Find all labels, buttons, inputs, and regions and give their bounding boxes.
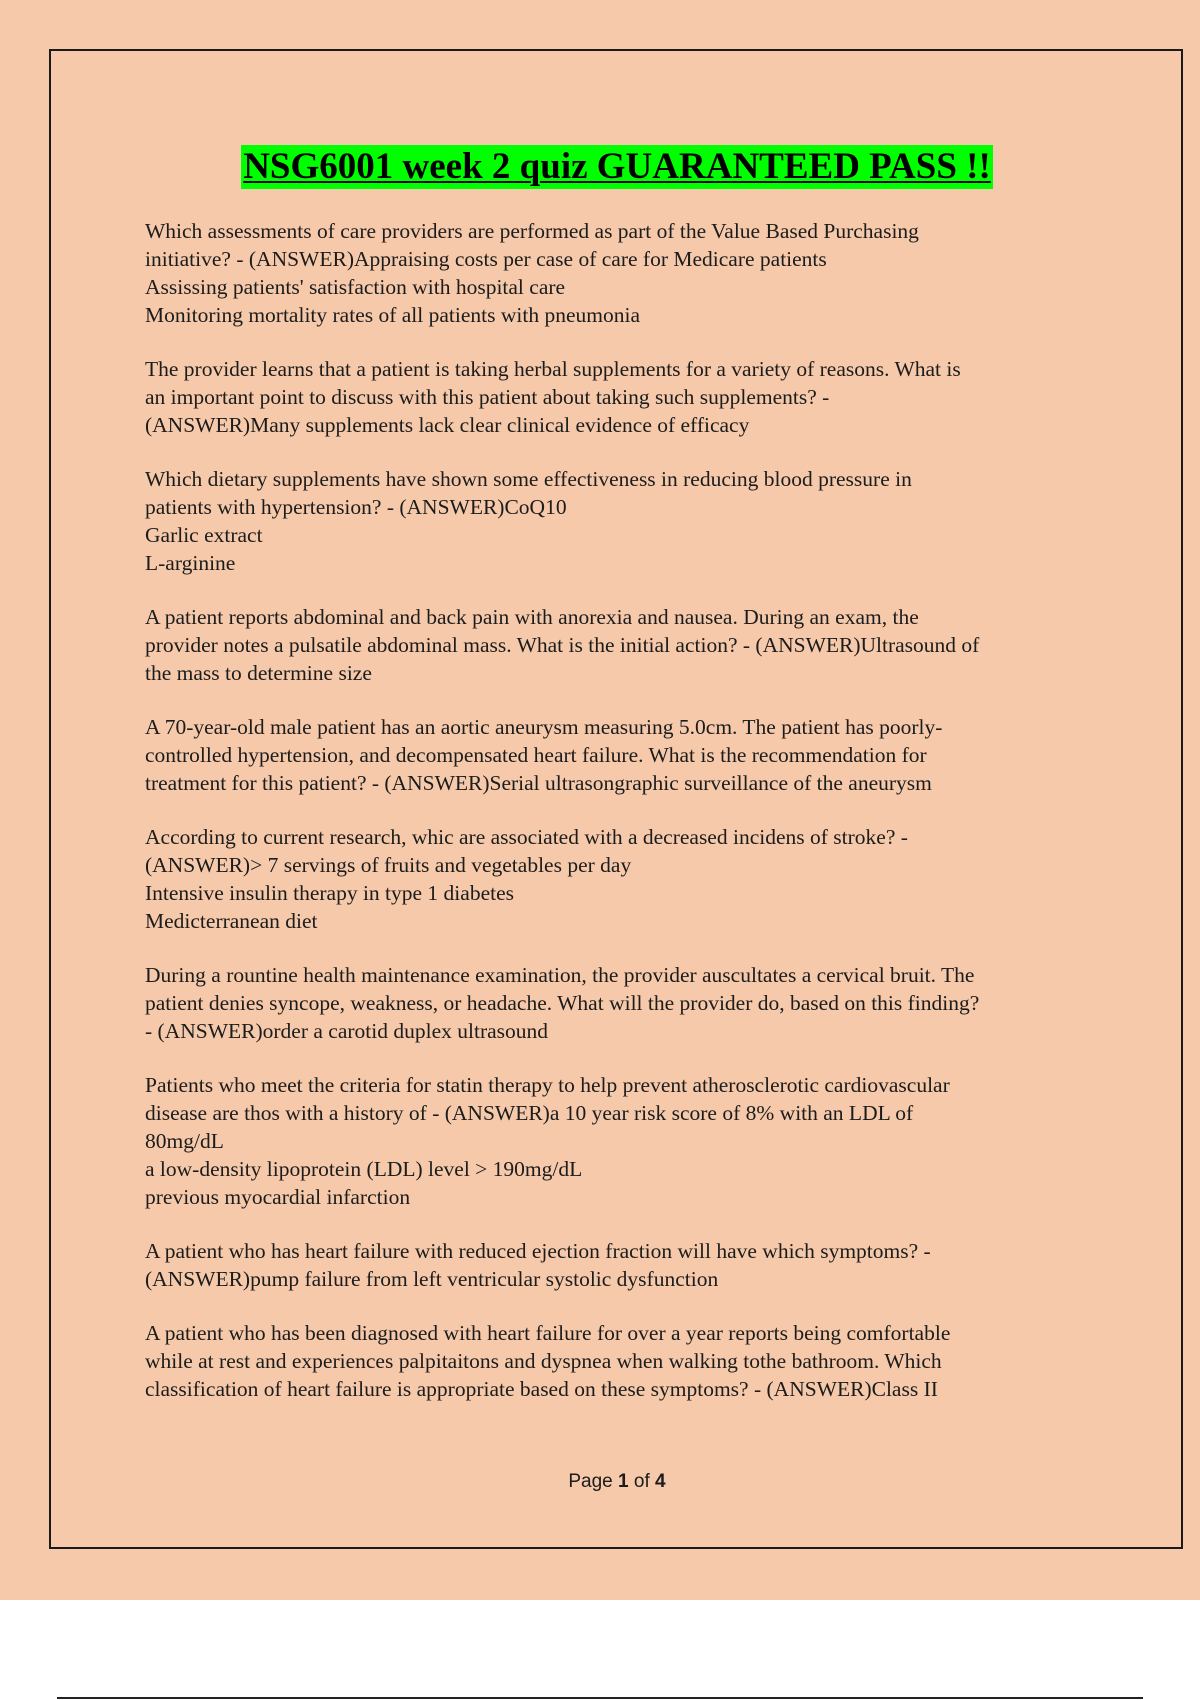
question-line: controlled hypertension, and decompensated heart failure. What is the recommendation for — [145, 743, 927, 767]
question-line: Which dietary supplements have shown some effectiveness in reducing blood pressure in — [145, 467, 912, 491]
page-footer — [0, 1471, 1200, 1493]
question-line: According to current research, whic are associated with a decreased incidens of stroke? - — [145, 825, 908, 849]
next-page-top-rule — [57, 1697, 1143, 1699]
question-line: while at rest and experiences palpitaitons and dyspnea when walking tothe bathroom. Which — [145, 1349, 942, 1373]
question-block — [145, 713, 1095, 797]
title-container — [0, 145, 1200, 189]
question-line: classification of heart failure is appropriate based on these symptoms? - (ANSWER)Class II — [145, 1377, 938, 1401]
question-line: patient denies syncope, weakness, or headache. What will the provider do, based on this finding? — [145, 991, 980, 1015]
question-line: (ANSWER)> 7 servings of fruits and vegetables per day — [145, 853, 632, 877]
question-line: L-arginine — [145, 551, 236, 575]
question-line: A patient who has heart failure with reduced ejection fraction will have which symptoms? - — [145, 1239, 931, 1263]
question-line: the mass to determine size — [145, 661, 372, 685]
question-line: (ANSWER)pump failure from left ventricular systolic dysfunction — [145, 1267, 719, 1291]
question-line: A 70-year-old male patient has an aortic aneurysm measuring 5.0cm. The patient has poorly- — [145, 715, 943, 739]
question-line: initiative? - (ANSWER)Appraising costs per case of care for Medicare patients — [145, 247, 827, 271]
question-line: The provider learns that a patient is taking herbal supplements for a variety of reasons. What is — [145, 357, 961, 381]
question-line: Which assessments of care providers are performed as part of the Value Based Purchasing — [145, 219, 919, 243]
question-block — [145, 217, 1095, 329]
question-line: - (ANSWER)order a carotid duplex ultrasound — [145, 1019, 549, 1043]
question-line: patients with hypertension? - (ANSWER)CoQ10 — [145, 495, 567, 519]
question-block — [145, 603, 1095, 687]
question-line: a low-density lipoprotein (LDL) level > 190mg/dL — [145, 1157, 583, 1181]
question-line: (ANSWER)Many supplements lack clear clinical evidence of efficacy — [145, 413, 750, 437]
question-block — [145, 961, 1095, 1045]
question-block — [145, 1071, 1095, 1211]
question-line: previous myocardial infarction — [145, 1185, 411, 1209]
question-line: an important point to discuss with this patient about taking such supplements? - — [145, 385, 830, 409]
question-line: Garlic extract — [145, 523, 263, 547]
question-block — [145, 355, 1095, 439]
question-block — [145, 1237, 1095, 1293]
question-block — [145, 823, 1095, 935]
question-line: disease are thos with a history of - (ANSWER)a 10 year risk score of 8% with an LDL of — [145, 1101, 914, 1125]
question-line: Medicterranean diet — [145, 909, 318, 933]
of-word: of — [633, 1471, 650, 1492]
question-line: Assissing patients' satisfaction with hospital care — [145, 275, 566, 299]
question-line: Monitoring mortality rates of all patients with pneumonia — [145, 303, 641, 327]
question-block — [145, 465, 1095, 577]
total-page-count: 4 — [655, 1471, 666, 1492]
question-line: A patient reports abdominal and back pain with anorexia and nausea. During an exam, the — [145, 605, 919, 629]
current-page-number: 1 — [618, 1471, 629, 1492]
question-list — [145, 217, 1095, 1429]
document-title: NSG6001 week 2 quiz GUARANTEED PASS !! — [243, 146, 991, 187]
question-line: A patient who has been diagnosed with heart failure for over a year reports being comfortable — [145, 1321, 951, 1345]
question-line: Patients who meet the criteria for statin therapy to help prevent atherosclerotic cardiovascular — [145, 1073, 950, 1097]
page-word: Page — [568, 1471, 613, 1492]
question-line: 80mg/dL — [145, 1129, 224, 1153]
question-line: treatment for this patient? - (ANSWER)Serial ultrasongraphic surveillance of the aneurysm — [145, 771, 932, 795]
question-line: During a rountine health maintenance examination, the provider auscultates a cervical bruit. The — [145, 963, 975, 987]
question-line: Intensive insulin therapy in type 1 diabetes — [145, 881, 514, 905]
question-line: provider notes a pulsatile abdominal mass. What is the initial action? - (ANSWER)Ultrasound of — [145, 633, 980, 657]
question-block — [145, 1319, 1095, 1403]
